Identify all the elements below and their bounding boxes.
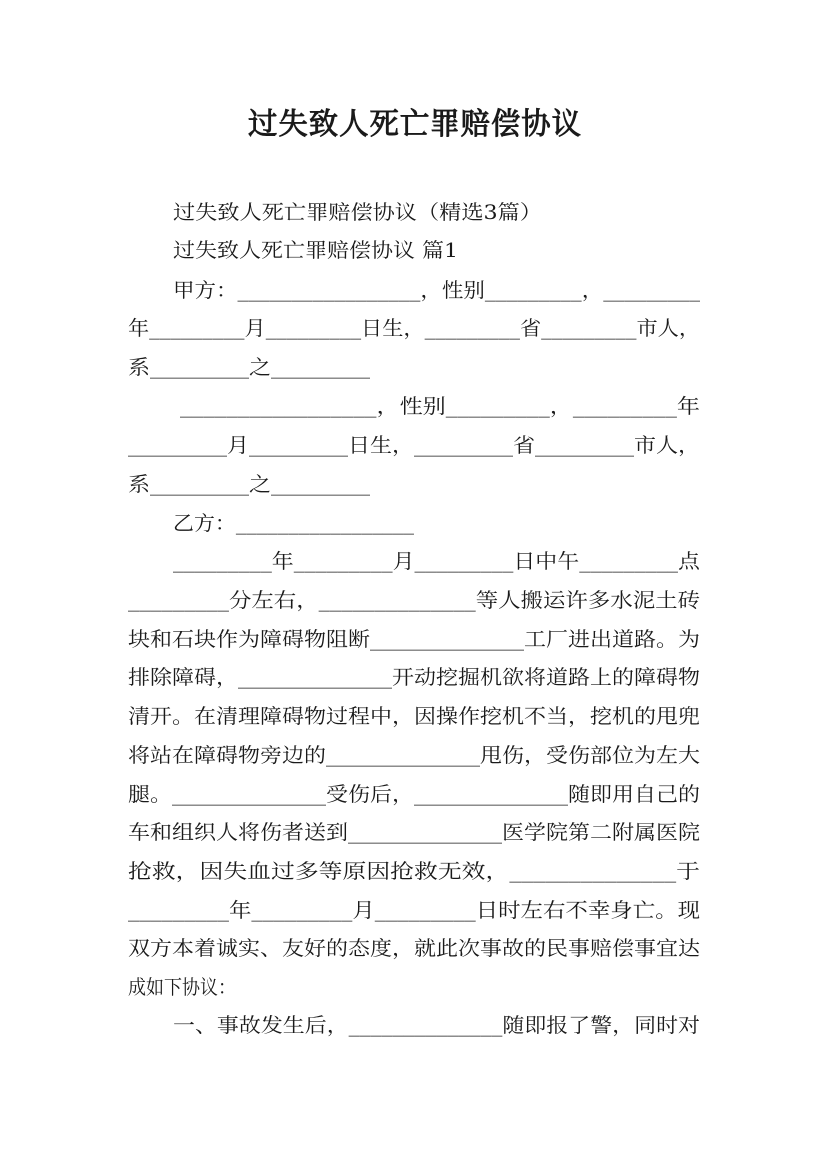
document-line: _________年_________月_________日中午_________点	[173, 548, 700, 573]
document-line: 成如下协议：	[128, 974, 236, 999]
document-line: 块和石块作为障碍物阻断______________工厂进出道路。为	[128, 626, 700, 651]
document-title: 过失致人死亡罪赔偿协议	[248, 106, 583, 142]
document-line: 系_________之_________	[128, 471, 370, 496]
document-line: 清开。在清理障碍物过程中，因操作挖机不当，挖机的甩兜	[128, 703, 700, 728]
document-line: 过失致人死亡罪赔偿协议（精选3篇）	[173, 199, 543, 224]
document-line: _________分左右，______________等人搬运许多水泥土砖	[128, 587, 701, 612]
document-line: 过失致人死亡罪赔偿协议 篇1	[173, 237, 459, 262]
document-line: 年_________月_________日生，_________省_________市人，	[128, 315, 701, 340]
document-line: 双方本着诚实、友好的态度，就此次事故的民事赔偿事宜达	[128, 935, 700, 960]
document-line: 腿。______________受伤后，______________随即用自己的	[128, 781, 700, 806]
document-line: _________________，性别_________，_________年	[180, 393, 701, 418]
document-line: 车和组织人将伤者送到______________医学院第二附属医院	[128, 819, 700, 844]
document-line: _________月_________日生，_________省_________市人，	[128, 432, 700, 457]
document-line: 乙方：_________________	[173, 510, 414, 535]
document-line: 将站在障碍物旁边的______________甩伤，受伤部位为左大	[128, 742, 700, 767]
document-line: 抢救，因失血过多等原因抢救无效，______________于	[128, 858, 701, 883]
document-line: 甲方：_________________，性别_________，_________	[173, 277, 700, 302]
document-line: 系_________之_________	[128, 354, 370, 379]
document-line: 一、事故发生后，______________随即报了警，同时对	[173, 1012, 700, 1037]
document-line: 排除障碍，______________开动挖掘机欲将道路上的障碍物	[128, 664, 700, 689]
document-line: _________年_________月_________日时左右不幸身亡。现	[128, 897, 701, 922]
